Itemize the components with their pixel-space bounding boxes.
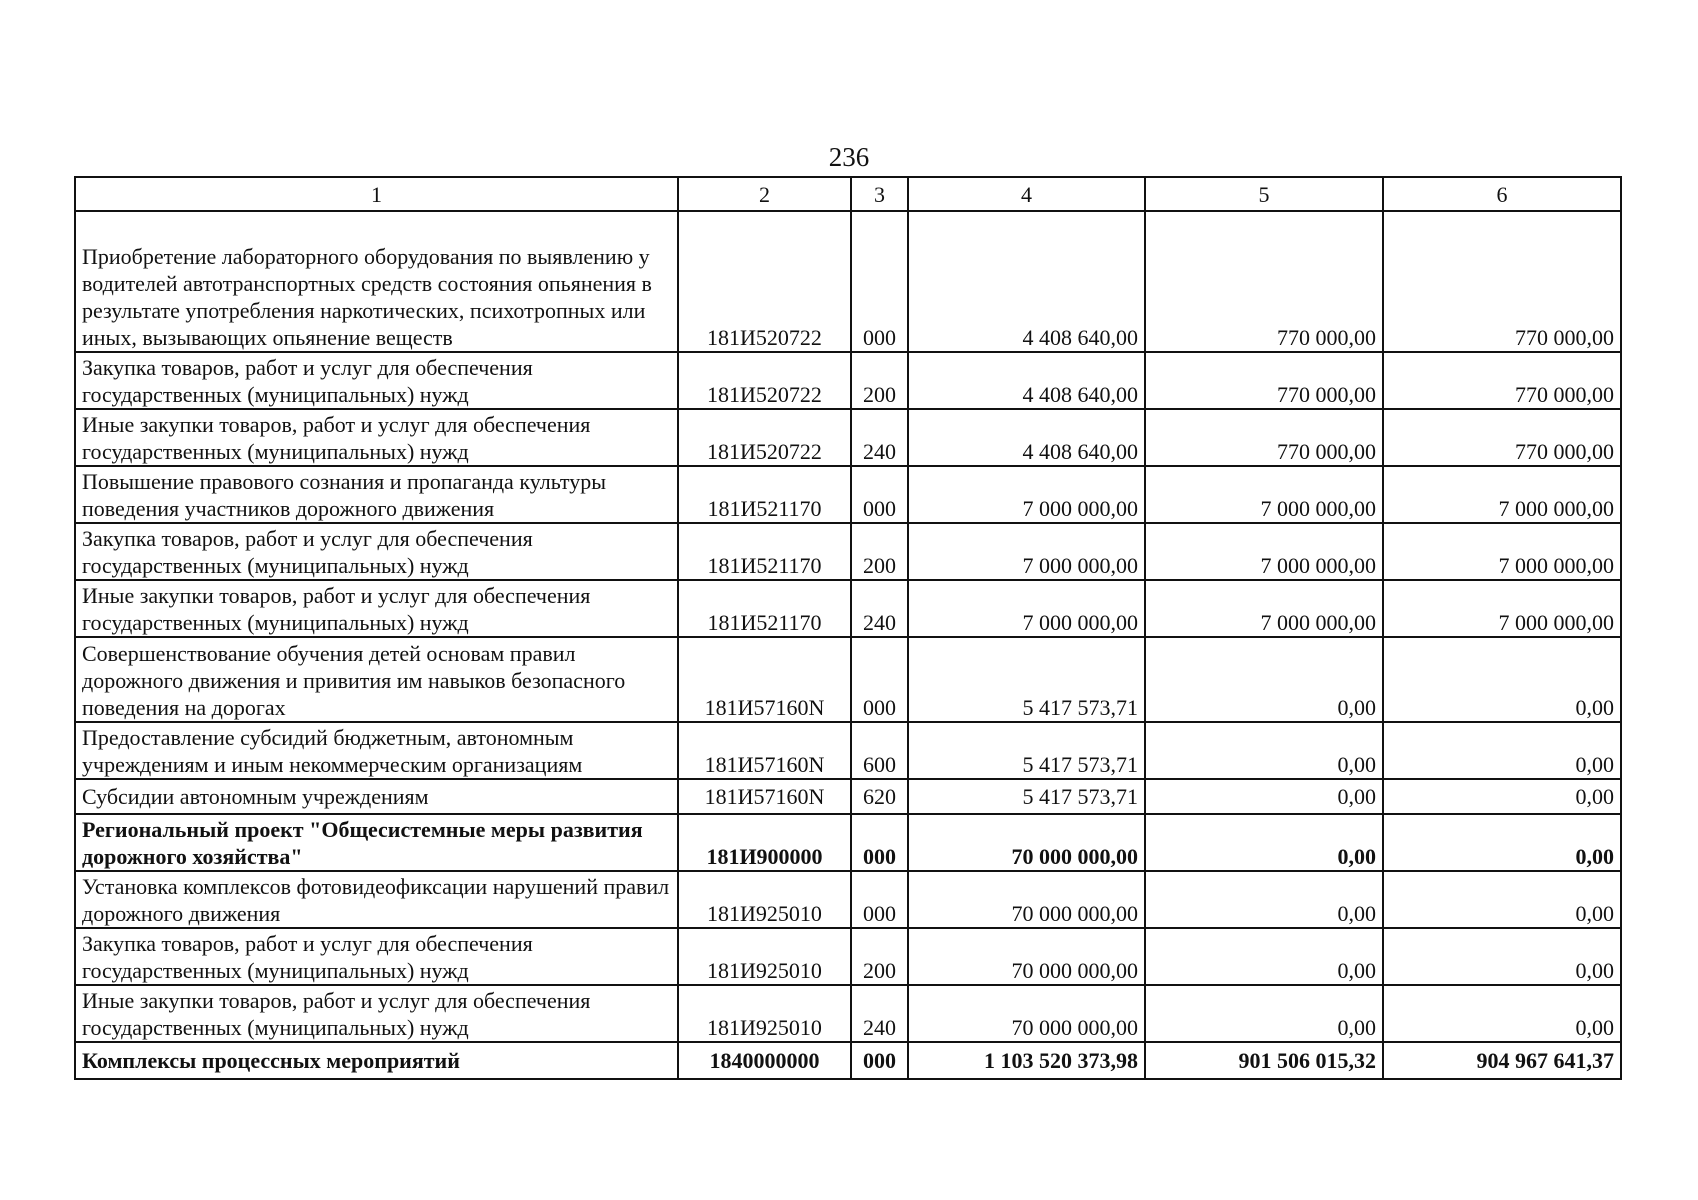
table-row (75, 928, 1621, 985)
row-value-col6: 770 000,00 (1383, 352, 1621, 409)
row-value-col6: 0,00 (1383, 871, 1621, 928)
row-value-col4: 4 408 640,00 (908, 352, 1145, 409)
row-code: 181И57160N (678, 779, 851, 814)
row-expense-type: 240 (851, 985, 908, 1042)
page-number: 236 (828, 142, 870, 172)
row-code: 181И521170 (678, 580, 851, 637)
row-code: 181И900000 (678, 814, 851, 871)
row-value-col5: 0,00 (1145, 985, 1383, 1042)
column-header: 5 (1145, 177, 1383, 211)
row-code: 181И57160N (678, 722, 851, 779)
row-code: 181И925010 (678, 928, 851, 985)
column-header: 4 (908, 177, 1145, 211)
row-expense-type: 000 (851, 466, 908, 523)
row-value-col5: 770 000,00 (1145, 409, 1383, 466)
row-expense-type: 240 (851, 580, 908, 637)
row-name: Закупка товаров, работ и услуг для обеспечения государственных (муниципальных) нужд (75, 523, 678, 580)
column-header: 2 (678, 177, 851, 211)
row-name: Совершенствование обучения детей основам правил дорожного движения и привития им навыков безопасного поведения на дорогах (75, 637, 678, 722)
row-value-col6: 0,00 (1383, 637, 1621, 722)
row-name: Предоставление субсидий бюджетным, автономным учреждениям и иным некоммерческим организациям (75, 722, 678, 779)
row-code: 181И520722 (678, 352, 851, 409)
row-value-col4: 4 408 640,00 (908, 211, 1145, 352)
row-code: 181И521170 (678, 466, 851, 523)
column-header: 1 (75, 177, 678, 211)
row-value-col6: 0,00 (1383, 779, 1621, 814)
row-expense-type: 200 (851, 928, 908, 985)
row-expense-type: 200 (851, 523, 908, 580)
row-expense-type: 200 (851, 352, 908, 409)
row-value-col4: 1 103 520 373,98 (908, 1042, 1145, 1079)
row-name: Субсидии автономным учреждениям (75, 779, 678, 814)
table-row (75, 211, 1621, 352)
row-value-col5: 0,00 (1145, 779, 1383, 814)
row-name: Установка комплексов фотовидеофиксации нарушений правил дорожного движения (75, 871, 678, 928)
row-value-col4: 4 408 640,00 (908, 409, 1145, 466)
row-value-col6: 7 000 000,00 (1383, 523, 1621, 580)
row-value-col5: 7 000 000,00 (1145, 580, 1383, 637)
row-code: 181И520722 (678, 409, 851, 466)
row-value-col6: 770 000,00 (1383, 211, 1621, 352)
row-name: Иные закупки товаров, работ и услуг для обеспечения государственных (муниципальных) нужд (75, 985, 678, 1042)
row-value-col5: 0,00 (1145, 928, 1383, 985)
row-name: Иные закупки товаров, работ и услуг для обеспечения государственных (муниципальных) нужд (75, 580, 678, 637)
row-value-col5: 770 000,00 (1145, 352, 1383, 409)
row-value-col6: 7 000 000,00 (1383, 466, 1621, 523)
table-row (75, 871, 1621, 928)
row-value-col5: 7 000 000,00 (1145, 523, 1383, 580)
row-expense-type: 620 (851, 779, 908, 814)
row-code: 181И521170 (678, 523, 851, 580)
row-value-col5: 0,00 (1145, 637, 1383, 722)
row-value-col5: 770 000,00 (1145, 211, 1383, 352)
row-expense-type: 000 (851, 871, 908, 928)
row-expense-type: 000 (851, 814, 908, 871)
row-value-col4: 70 000 000,00 (908, 871, 1145, 928)
row-expense-type: 000 (851, 1042, 908, 1079)
row-name: Закупка товаров, работ и услуг для обеспечения государственных (муниципальных) нужд (75, 928, 678, 985)
table-row (75, 779, 1621, 814)
row-value-col5: 0,00 (1145, 871, 1383, 928)
table-row (75, 722, 1621, 779)
column-header: 3 (851, 177, 908, 211)
row-value-col4: 70 000 000,00 (908, 814, 1145, 871)
row-value-col5: 0,00 (1145, 722, 1383, 779)
row-value-col6: 0,00 (1383, 985, 1621, 1042)
table-row (75, 523, 1621, 580)
row-code: 1840000000 (678, 1042, 851, 1079)
table-row (75, 985, 1621, 1042)
row-value-col4: 5 417 573,71 (908, 722, 1145, 779)
row-value-col6: 904 967 641,37 (1383, 1042, 1621, 1079)
row-value-col4: 5 417 573,71 (908, 779, 1145, 814)
column-header: 6 (1383, 177, 1621, 211)
row-value-col4: 7 000 000,00 (908, 466, 1145, 523)
row-name: Закупка товаров, работ и услуг для обеспечения государственных (муниципальных) нужд (75, 352, 678, 409)
row-expense-type: 600 (851, 722, 908, 779)
table-row (75, 466, 1621, 523)
row-code: 181И520722 (678, 211, 851, 352)
table-row (75, 352, 1621, 409)
row-value-col4: 70 000 000,00 (908, 985, 1145, 1042)
row-value-col4: 7 000 000,00 (908, 523, 1145, 580)
row-value-col5: 901 506 015,32 (1145, 1042, 1383, 1079)
row-name: Приобретение лабораторного оборудования по выявлению у водителей автотранспортных средств состояния опьянения в результате употребления наркотических, психотропных или иных, вызывающих опьянение веществ (75, 211, 678, 352)
row-value-col6: 0,00 (1383, 722, 1621, 779)
row-value-col6: 0,00 (1383, 928, 1621, 985)
row-name: Комплексы процессных мероприятий (75, 1042, 678, 1079)
table-row (75, 637, 1621, 722)
row-value-col5: 0,00 (1145, 814, 1383, 871)
row-value-col4: 5 417 573,71 (908, 637, 1145, 722)
row-name: Иные закупки товаров, работ и услуг для обеспечения государственных (муниципальных) нужд (75, 409, 678, 466)
row-expense-type: 000 (851, 211, 908, 352)
table-row (75, 409, 1621, 466)
table-row (75, 580, 1621, 637)
row-expense-type: 240 (851, 409, 908, 466)
row-code: 181И925010 (678, 871, 851, 928)
table-header-row (75, 177, 1621, 211)
row-value-col6: 0,00 (1383, 814, 1621, 871)
table-row (75, 1042, 1621, 1079)
budget-table (74, 176, 1622, 1080)
row-value-col6: 7 000 000,00 (1383, 580, 1621, 637)
table-row (75, 814, 1621, 871)
row-expense-type: 000 (851, 637, 908, 722)
row-code: 181И925010 (678, 985, 851, 1042)
row-code: 181И57160N (678, 637, 851, 722)
row-value-col5: 7 000 000,00 (1145, 466, 1383, 523)
row-value-col6: 770 000,00 (1383, 409, 1621, 466)
row-value-col4: 7 000 000,00 (908, 580, 1145, 637)
row-name: Региональный проект "Общесистемные меры развития дорожного хозяйства" (75, 814, 678, 871)
row-name: Повышение правового сознания и пропаганда культуры поведения участников дорожного движения (75, 466, 678, 523)
row-value-col4: 70 000 000,00 (908, 928, 1145, 985)
